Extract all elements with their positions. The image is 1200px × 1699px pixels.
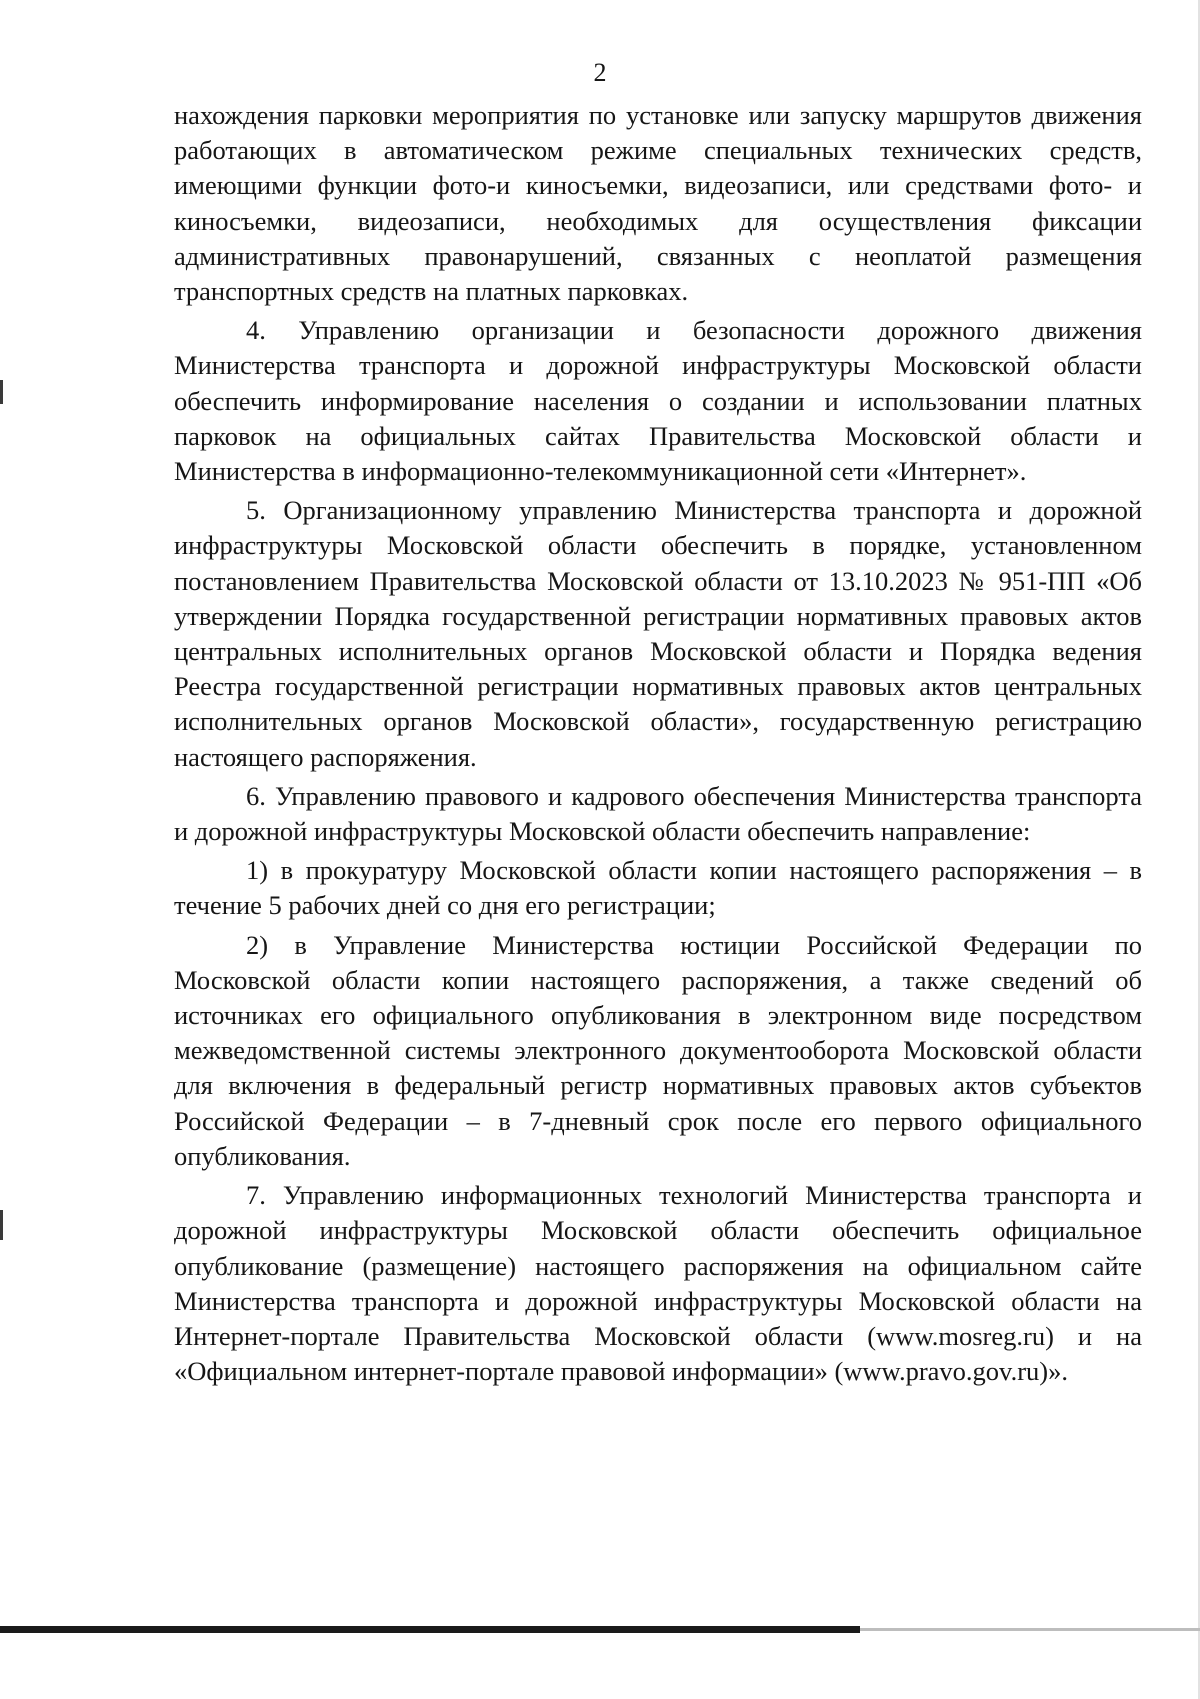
paragraph-item-6: 6. Управлению правового и кадрового обеспечения Министерства транспорта и дорожной инфраструктуры Московской области обеспечить направление: [174,780,1142,847]
paragraph-item-5: 5. Организационному управлению Министерства транспорта и дорожной инфраструктуры Московской области обеспечить в порядке, установленном постановлением Правительства Московской области от 13.10.2023 № 951-ПП «Об утверждении Порядка государственной регистрации нормативных правовых актов центральных исполнительных органов Московской области и Порядка ведения Реестра государственной регистрации нормативных правовых актов центральных исполнительных органов Московской области», государственную регистрацию настоящего распоряжения. [174,495,1142,772]
paragraph-subitem-2: 2) в Управление Министерства юстиции Российской Федерации по Московской области копии настоящего распоряжения, а также сведений об источниках его официального опубликования в электронном виде посредством межведомственной системы электронного документооборота Московской области для включения в федеральный регистр нормативных правовых актов субъектов Российской Федерации – в 7-дневный срок после его первого официального опубликования. [174,929,1142,1171]
scan-bottom-edge-faint [860,1628,1200,1631]
document-body [174,98,1142,1393]
scan-margin-mark [0,380,3,404]
scan-bottom-edge [0,1626,860,1633]
paragraph-item-4: 4. Управлению организации и безопасности дорожного движения Министерства транспорта и дорожной инфраструктуры Московской области обеспечить информирование населения о создании и использовании платных парковок на официальных сайтах Правительства Московской области и Министерства в информационно-телекоммуникационной сети «Интернет». [174,315,1142,487]
paragraph-continuation: нахождения парковки мероприятия по установке или запуску маршрутов движения работающих в автоматическом режиме специальных технических средств, имеющими функции фото-и киносъемки, видеозаписи, или средствами фото- и киносъемки, видеозаписи, необходимых для осуществления фиксации административных правонарушений, связанных с неоплатой размещения транспортных средств на платных парковках. [174,100,1142,307]
paragraph-subitem-1: 1) в прокуратуру Московской области копии настоящего распоряжения – в течение 5 рабочих дней со дня его регистрации; [174,855,1142,921]
page-number: 2 [593,58,607,87]
scan-margin-mark [0,1210,3,1240]
paragraph-item-7: 7. Управлению информационных технологий Министерства транспорта и дорожной инфраструктуры Московской области обеспечить официальное опубликование (размещение) настоящего распоряжения на официальном сайте Министерства транспорта и дорожной инфраструктуры Московской области на Интернет-портале Правительства Московской области (www.mosreg.ru) и на «Официальном интернет-портале правовой информации» (www.pravo.gov.ru)». [174,1180,1142,1387]
